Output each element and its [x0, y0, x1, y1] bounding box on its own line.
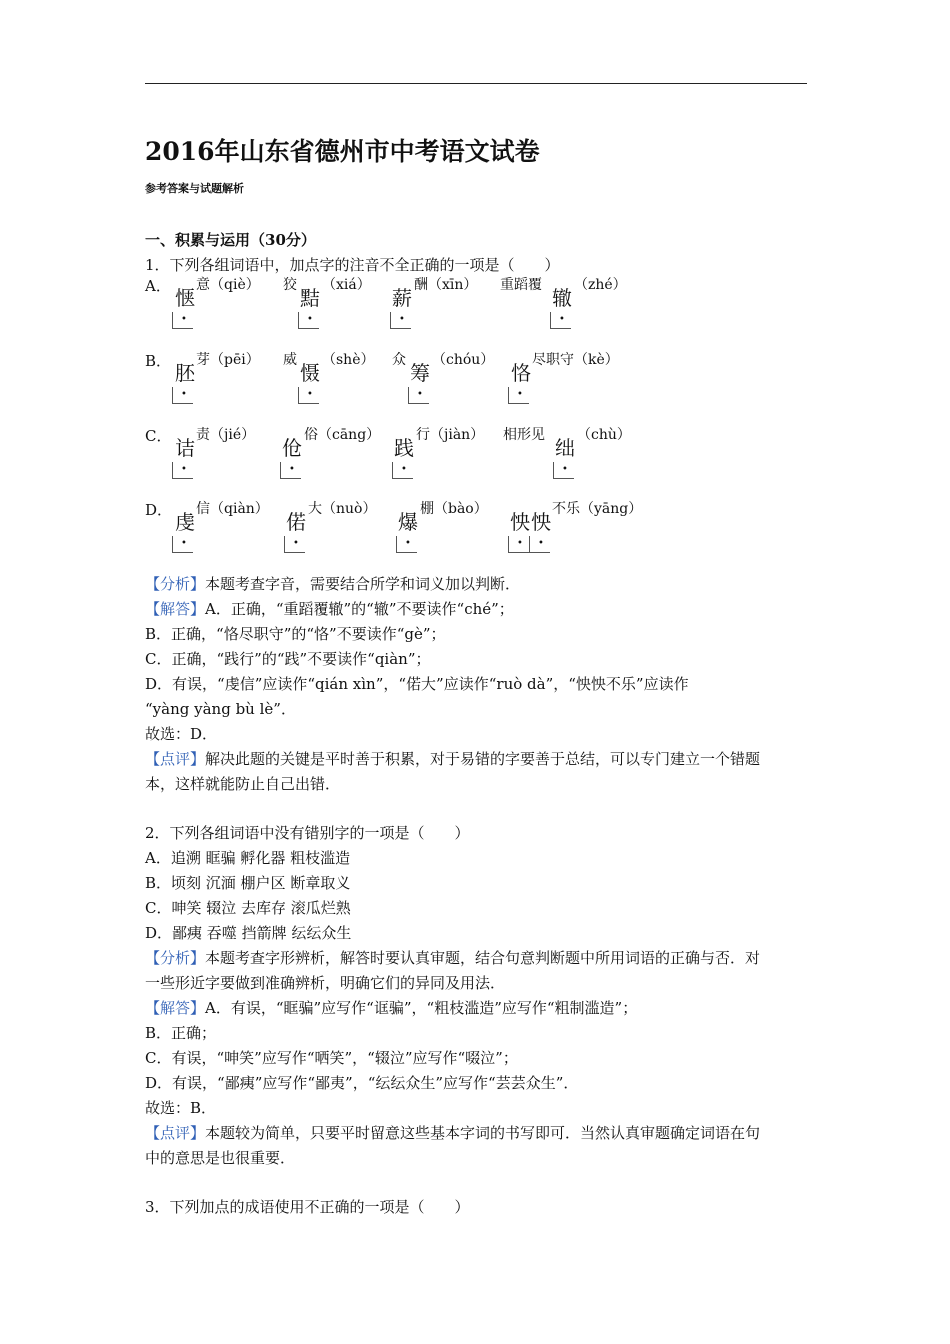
emphasis-dot: •: [172, 462, 193, 479]
q1-a-char2: 黠: [300, 286, 320, 310]
q2-stem: 2．下列各组词语中没有错别字的一项是（ ）: [145, 824, 470, 842]
q1-d-char4a: 怏: [510, 510, 530, 534]
q1-a-char1: 惬: [175, 286, 195, 310]
q1-answer-line: “yàng yàng bù lè”．: [145, 700, 296, 718]
q1-b-char2: 慑: [300, 361, 320, 385]
q2-choice: 故选：B．: [145, 1099, 217, 1117]
answer-tag: 【解答】: [145, 600, 206, 618]
emphasis-dot: •: [408, 387, 429, 404]
q1-answer-line: [145, 599, 514, 619]
emphasis-dot: •: [172, 387, 193, 404]
q1-answer-line: C．正确，“践行”的“践”不要读作“qiàn”；: [145, 650, 431, 668]
q1-analysis: [145, 574, 520, 594]
q1-d-char4b: 怏: [531, 510, 551, 534]
emphasis-dot: •: [172, 536, 193, 553]
emphasis-dot: •: [508, 536, 529, 553]
emphasis-dot: •: [396, 536, 417, 553]
q2-analysis: [145, 948, 760, 968]
emphasis-dot: •: [298, 387, 319, 404]
q1-option-a-letter: A．: [145, 277, 171, 295]
q1-a-frag3: 酬（xīn）: [414, 277, 478, 293]
q1-comment-line: 本，这样就能防止自己出错．: [145, 775, 341, 793]
q2-comment: [145, 1123, 760, 1143]
emphasis-dot: •: [280, 462, 301, 479]
q1-a-frag1: 意（qiè）: [196, 277, 260, 293]
q3-stem: 3．下列加点的成语使用不正确的一项是（ ）: [145, 1198, 470, 1216]
q2-option-a: A．追溯 眶骗 孵化器 粗枝滥造: [145, 849, 351, 867]
q1-d-char1: 虔: [175, 510, 195, 534]
emphasis-dot: •: [172, 312, 193, 329]
answer-tag: 【解答】: [145, 999, 206, 1017]
page-title: 2016年山东省德州市中考语文试卷: [145, 137, 540, 166]
q1-d-frag4: 不乐（yāng）: [552, 501, 643, 517]
q2-comment-line: 中的意思是也很重要．: [145, 1149, 296, 1167]
emphasis-dot: •: [508, 387, 529, 404]
q1-c-char4: 绌: [555, 436, 575, 460]
emphasis-dot: •: [553, 462, 574, 479]
q1-option-c-letter: C．: [145, 427, 172, 445]
q1-answer-line: B．正确，“恪尽职守”的“恪”不要读作“gè”；: [145, 625, 446, 643]
emphasis-dot: •: [392, 462, 413, 479]
q1-c-char3: 践: [394, 436, 414, 460]
q1-b-char4: 恪: [511, 361, 531, 385]
q1-c-frag4: 相形见: [503, 427, 545, 443]
q1-b-char1: 胚: [175, 361, 195, 385]
q2-analysis-line: 一些形近字要做到准确辨析，明确它们的异同及用法．: [145, 974, 506, 992]
q1-a-char3: 薪: [392, 286, 412, 310]
comment-tag: 【点评】: [145, 750, 206, 768]
q1-option-d-letter: D．: [145, 501, 173, 519]
q1-a-frag4: 重蹈覆: [500, 277, 542, 293]
q1-c-frag1: 责（jié）: [196, 427, 256, 443]
q2-option-b: B．顷刻 沉湎 棚户区 断章取义: [145, 874, 351, 892]
q1-b-frag2b: （shè）: [322, 352, 375, 368]
q2-option-d: D．鄙痍 吞噬 挡箭牌 纭纭众生: [145, 924, 352, 942]
q1-a-char4: 辙: [552, 286, 572, 310]
q2-analysis-text: 本题考查字形辨析，解答时要认真审题，结合句意判断题中所用词语的正确与否．对: [205, 949, 761, 967]
q1-c-frag3: 行（jiàn）: [416, 427, 485, 443]
q1-b-frag3: 众: [392, 352, 406, 368]
q1-choice: 故选：D．: [145, 725, 218, 743]
q1-d-frag3: 棚（bào）: [420, 501, 488, 517]
emphasis-dot: •: [529, 536, 550, 553]
q2-answer-line: D．有误，“鄙痍”应写作“鄙夷”，“纭纭众生”应写作“芸芸众生”．: [145, 1074, 579, 1092]
q1-b-char3: 筹: [410, 361, 430, 385]
q1-stem: 1．下列各组词语中，加点字的注音不全正确的一项是（ ）: [145, 256, 560, 274]
q2-comment-text: 本题较为简单，只要平时留意这些基本字词的书写即可．当然认真审题确定词语在句: [205, 1124, 761, 1142]
q1-c-frag2: 俗（cāng）: [304, 427, 381, 443]
q1-d-char2: 偌: [286, 510, 306, 534]
q1-b-frag3b: （chóu）: [432, 352, 495, 368]
comment-tag: 【点评】: [145, 1124, 206, 1142]
analysis-tag: 【分析】: [145, 949, 206, 967]
q1-a-frag2: 狡: [283, 277, 297, 293]
q1-c-char2: 伧: [282, 436, 302, 460]
q2-answer-line: [145, 998, 637, 1018]
q1-analysis-text: 本题考查字音，需要结合所学和词义加以判断．: [205, 575, 521, 593]
q1-comment: [145, 749, 760, 769]
q1-c-char1: 诘: [175, 436, 195, 460]
q1-d-frag1: 信（qiàn）: [196, 501, 269, 517]
q1-a-frag2b: （xiá）: [322, 277, 371, 293]
q1-b-frag4: 尽职守（kè）: [532, 352, 619, 368]
emphasis-dot: •: [284, 536, 305, 553]
emphasis-dot: •: [390, 312, 411, 329]
q1-a-frag4b: （zhé）: [574, 277, 627, 293]
q2-answer-line: B．正确；: [145, 1024, 217, 1042]
q1-answer-line: D．有误，“虔信”应读作“qián xìn”，“偌大”应读作“ruò dà”，“怏怏不乐”应读作: [145, 675, 689, 693]
section-heading: 一、积累与运用（30分）: [145, 231, 316, 249]
q1-b-frag2: 威: [283, 352, 297, 368]
q2-answer-line: C．有误，“呻笑”应写作“哂笑”，“辍泣”应写作“啜泣”；: [145, 1049, 518, 1067]
emphasis-dot: •: [550, 312, 571, 329]
q1-answer-text: A．正确，“重蹈覆辙”的“辙”不要读作“ché”；: [205, 600, 514, 618]
emphasis-dot: •: [298, 312, 319, 329]
q1-d-frag2: 大（nuò）: [308, 501, 377, 517]
q1-b-frag1: 芽（pēi）: [196, 352, 260, 368]
q1-option-b-letter: B．: [145, 352, 172, 370]
q1-d-char3: 爆: [398, 510, 418, 534]
page-subtitle: 参考答案与试题解析: [145, 182, 244, 195]
analysis-tag: 【分析】: [145, 575, 206, 593]
top-rule: [145, 83, 807, 84]
q1-c-frag4b: （chù）: [577, 427, 631, 443]
q2-option-c: C．呻笑 辍泣 去库存 滚瓜烂熟: [145, 899, 351, 917]
q1-comment-text: 解决此题的关键是平时善于积累，对于易错的字要善于总结，可以专门建立一个错题: [205, 750, 761, 768]
q2-answer-text: A．有误，“眶骗”应写作“诓骗”，“粗枝滥造”应写作“粗制滥造”；: [205, 999, 638, 1017]
